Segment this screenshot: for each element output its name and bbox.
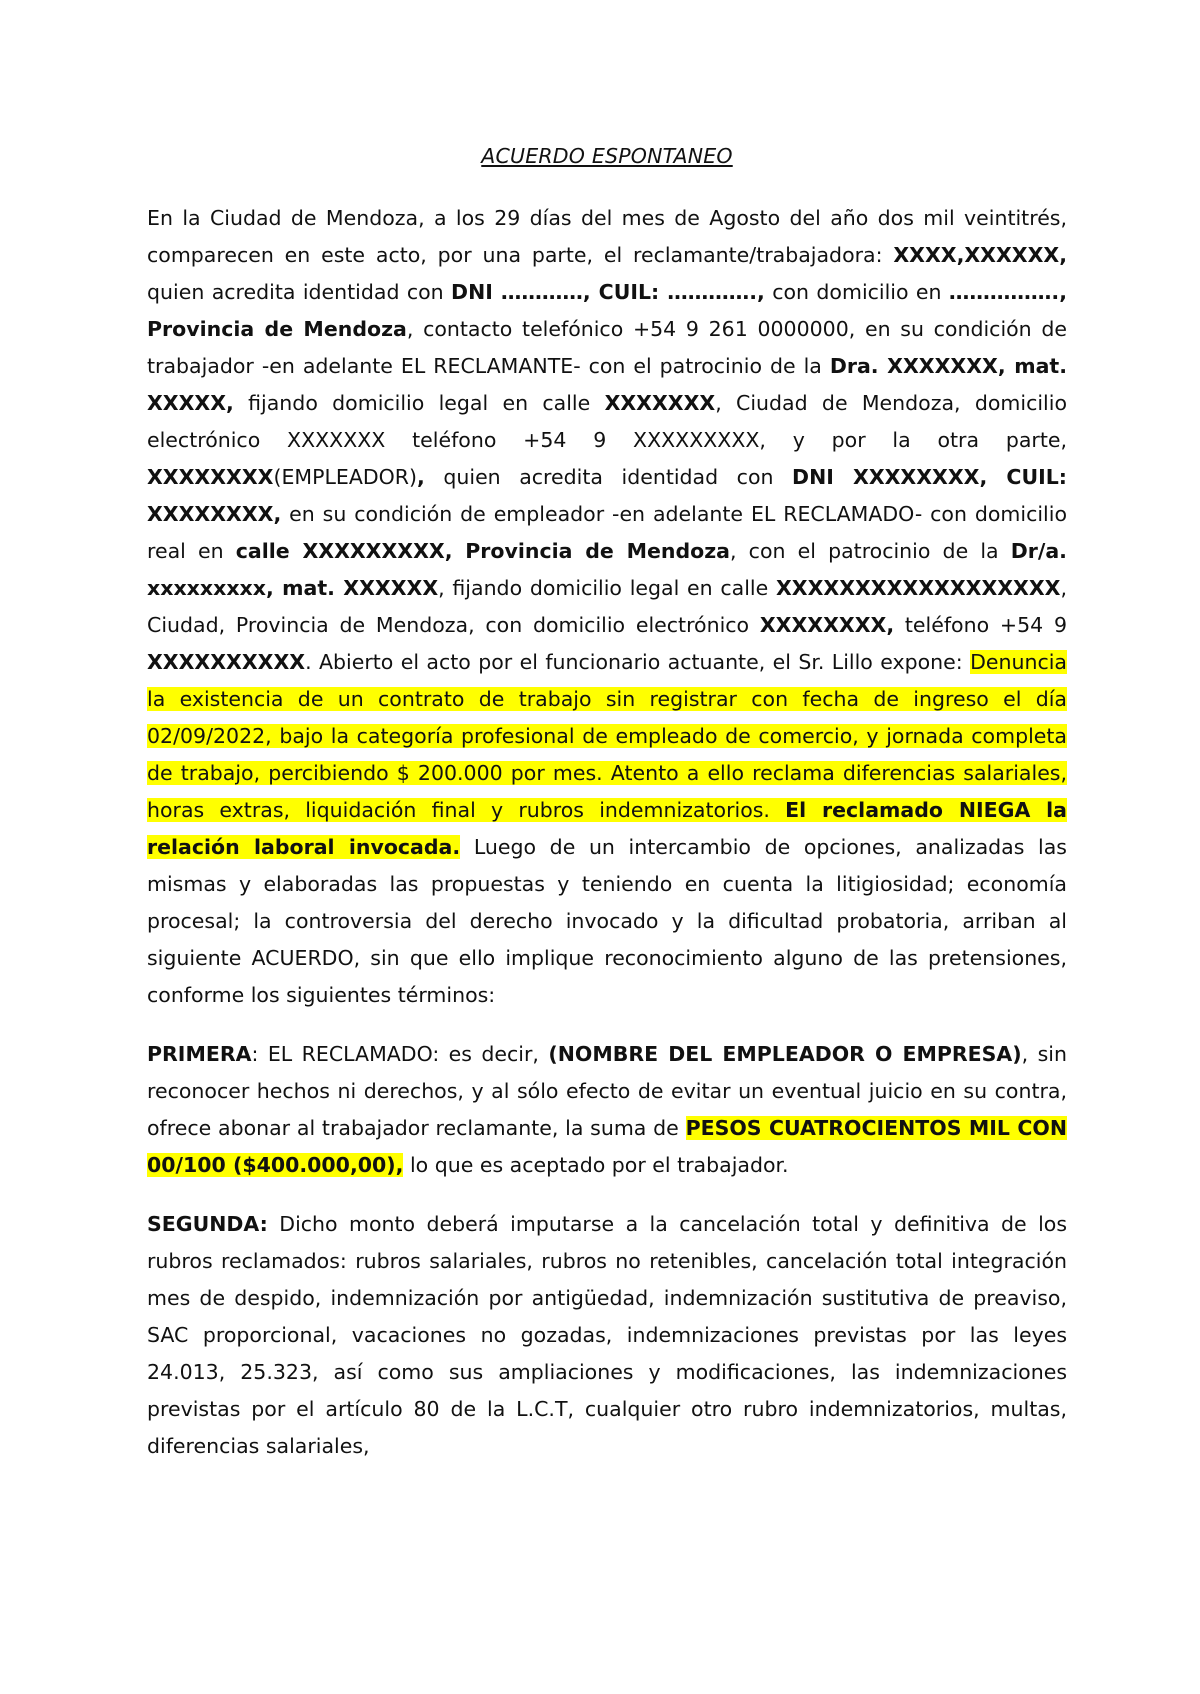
text: , sin reconocer hechos ni derechos, y al sólo efecto de evitar un eventual juicio en su contra, ofrece abonar al trabajador reclamante, la suma de — [147, 1042, 1067, 1140]
bold-text: , — [417, 465, 425, 489]
document-body — [147, 200, 1067, 1465]
text: quien acredita identidad con — [147, 280, 452, 304]
bold-text: PRIMERA — [147, 1042, 252, 1066]
bold-text: (NOMBRE DEL EMPLEADOR O EMPRESA) — [548, 1042, 1022, 1066]
text: teléfono +54 9 — [894, 613, 1067, 637]
text: Dicho monto deberá imputarse a la cancelación total y definitiva de los rubros reclamados: rubros salariales, rubros no retenibles, cancelación total integración mes de despido, indemnización por antigüedad, indemnización sustitutiva de preaviso, SAC proporcional, vacaciones no gozadas, indemnizaciones previstas por las leyes 24.013, 25.323, así como sus ampliaciones y modificaciones, las indemnizaciones previstas por el artículo 80 de la L.C.T, cualquier otro rubro indemnizatorios, multas, diferencias salariales, — [147, 1212, 1067, 1458]
text: En la Ciudad de Mendoza, a los 29 días del mes de Agosto del año dos mil veintitrés, comparecen en este acto, por una parte, el reclamante/trabajadora: — [147, 206, 1067, 267]
text: . Abierto el acto por el funcionario actuante, el Sr. Lillo expone: — [305, 650, 971, 674]
bold-text-highlighted: El reclamado NIEGA la relación laboral invocada. — [147, 798, 1068, 859]
bold-text: ……………., Provincia de Mendoza — [147, 280, 1067, 341]
text: quien acredita identidad con — [424, 465, 793, 489]
bold-text: XXXX,XXXXXX, — [893, 243, 1067, 267]
clause-segunda — [147, 1206, 1067, 1465]
text: , fijando domicilio legal en calle — [438, 576, 776, 600]
text: , con el patrocinio de la — [730, 539, 1011, 563]
text: lo que es aceptado por el trabajador. — [403, 1153, 789, 1177]
opening-paragraph — [147, 200, 1067, 1014]
text: en su condición de empleador -en adelante EL RECLAMADO- con domicilio real en — [147, 502, 1067, 563]
bold-text: XXXXXXXX — [147, 465, 274, 489]
bold-text: calle XXXXXXXXX, Provincia de Mendoza — [235, 539, 731, 563]
document-title: ACUERDO ESPONTANEO — [481, 144, 733, 168]
bold-text: SEGUNDA: — [147, 1212, 268, 1236]
text: Luego de un intercambio de opciones, analizadas las mismas y elaboradas las propuestas y teniendo en cuenta la litigiosidad; economía procesal; la controversia del derecho invocado y la dificultad probatoria, arriban al siguiente ACUERDO, sin que ello implique reconocimiento alguno de las pretensiones, conforme los siguientes términos: — [147, 835, 1067, 1007]
bold-text: Dra. XXXXXXX, mat. XXXXX, — [147, 354, 1067, 415]
bold-text: XXXXXXX — [604, 391, 716, 415]
text: : EL RECLAMADO: es decir, — [251, 1042, 549, 1066]
text: (EMPLEADOR) — [273, 465, 418, 489]
clause-primera — [147, 1036, 1067, 1184]
text: con domicilio en — [764, 280, 949, 304]
text: , Ciudad de Mendoza, domicilio electrónico XXXXXXX teléfono +54 9 XXXXXXXXX, y por la otra parte, — [147, 391, 1067, 452]
bold-text: XXXXXXXXXX — [147, 650, 306, 674]
bold-text: Dr/a. xxxxxxxxx, mat. XXXXXX — [147, 539, 1067, 600]
text-highlighted: Denuncia la existencia de un contrato de trabajo sin registrar con fecha de ingreso el día 02/09/2022, bajo la categoría profesional de empleado de comercio, y jornada completa de trabajo, percibiendo $ 200.000 por mes. Atento a ello reclama diferencias salariales, horas extras, liquidación final y rubros indemnizatorios. — [147, 650, 1067, 822]
text: fijando domicilio legal en calle — [233, 391, 605, 415]
bold-text: XXXXXXXXXXXXXXXXXX — [775, 576, 1061, 600]
text: , contacto telefónico +54 9 261 0000000, en su condición de trabajador -en adelante EL RECLAMANTE- con el patrocinio de la — [147, 317, 1067, 378]
bold-text-highlighted: PESOS CUATROCIENTOS MIL CON 00/100 ($400.000,00), — [147, 1116, 1067, 1177]
bold-text: XXXXXXXX, — [759, 613, 895, 637]
bold-text: DNI …………, CUIL: …………., — [451, 280, 765, 304]
text: , Ciudad, Provincia de Mendoza, con domicilio electrónico — [147, 576, 1067, 637]
bold-text: DNI XXXXXXXX, CUIL: XXXXXXXX, — [147, 465, 1067, 526]
